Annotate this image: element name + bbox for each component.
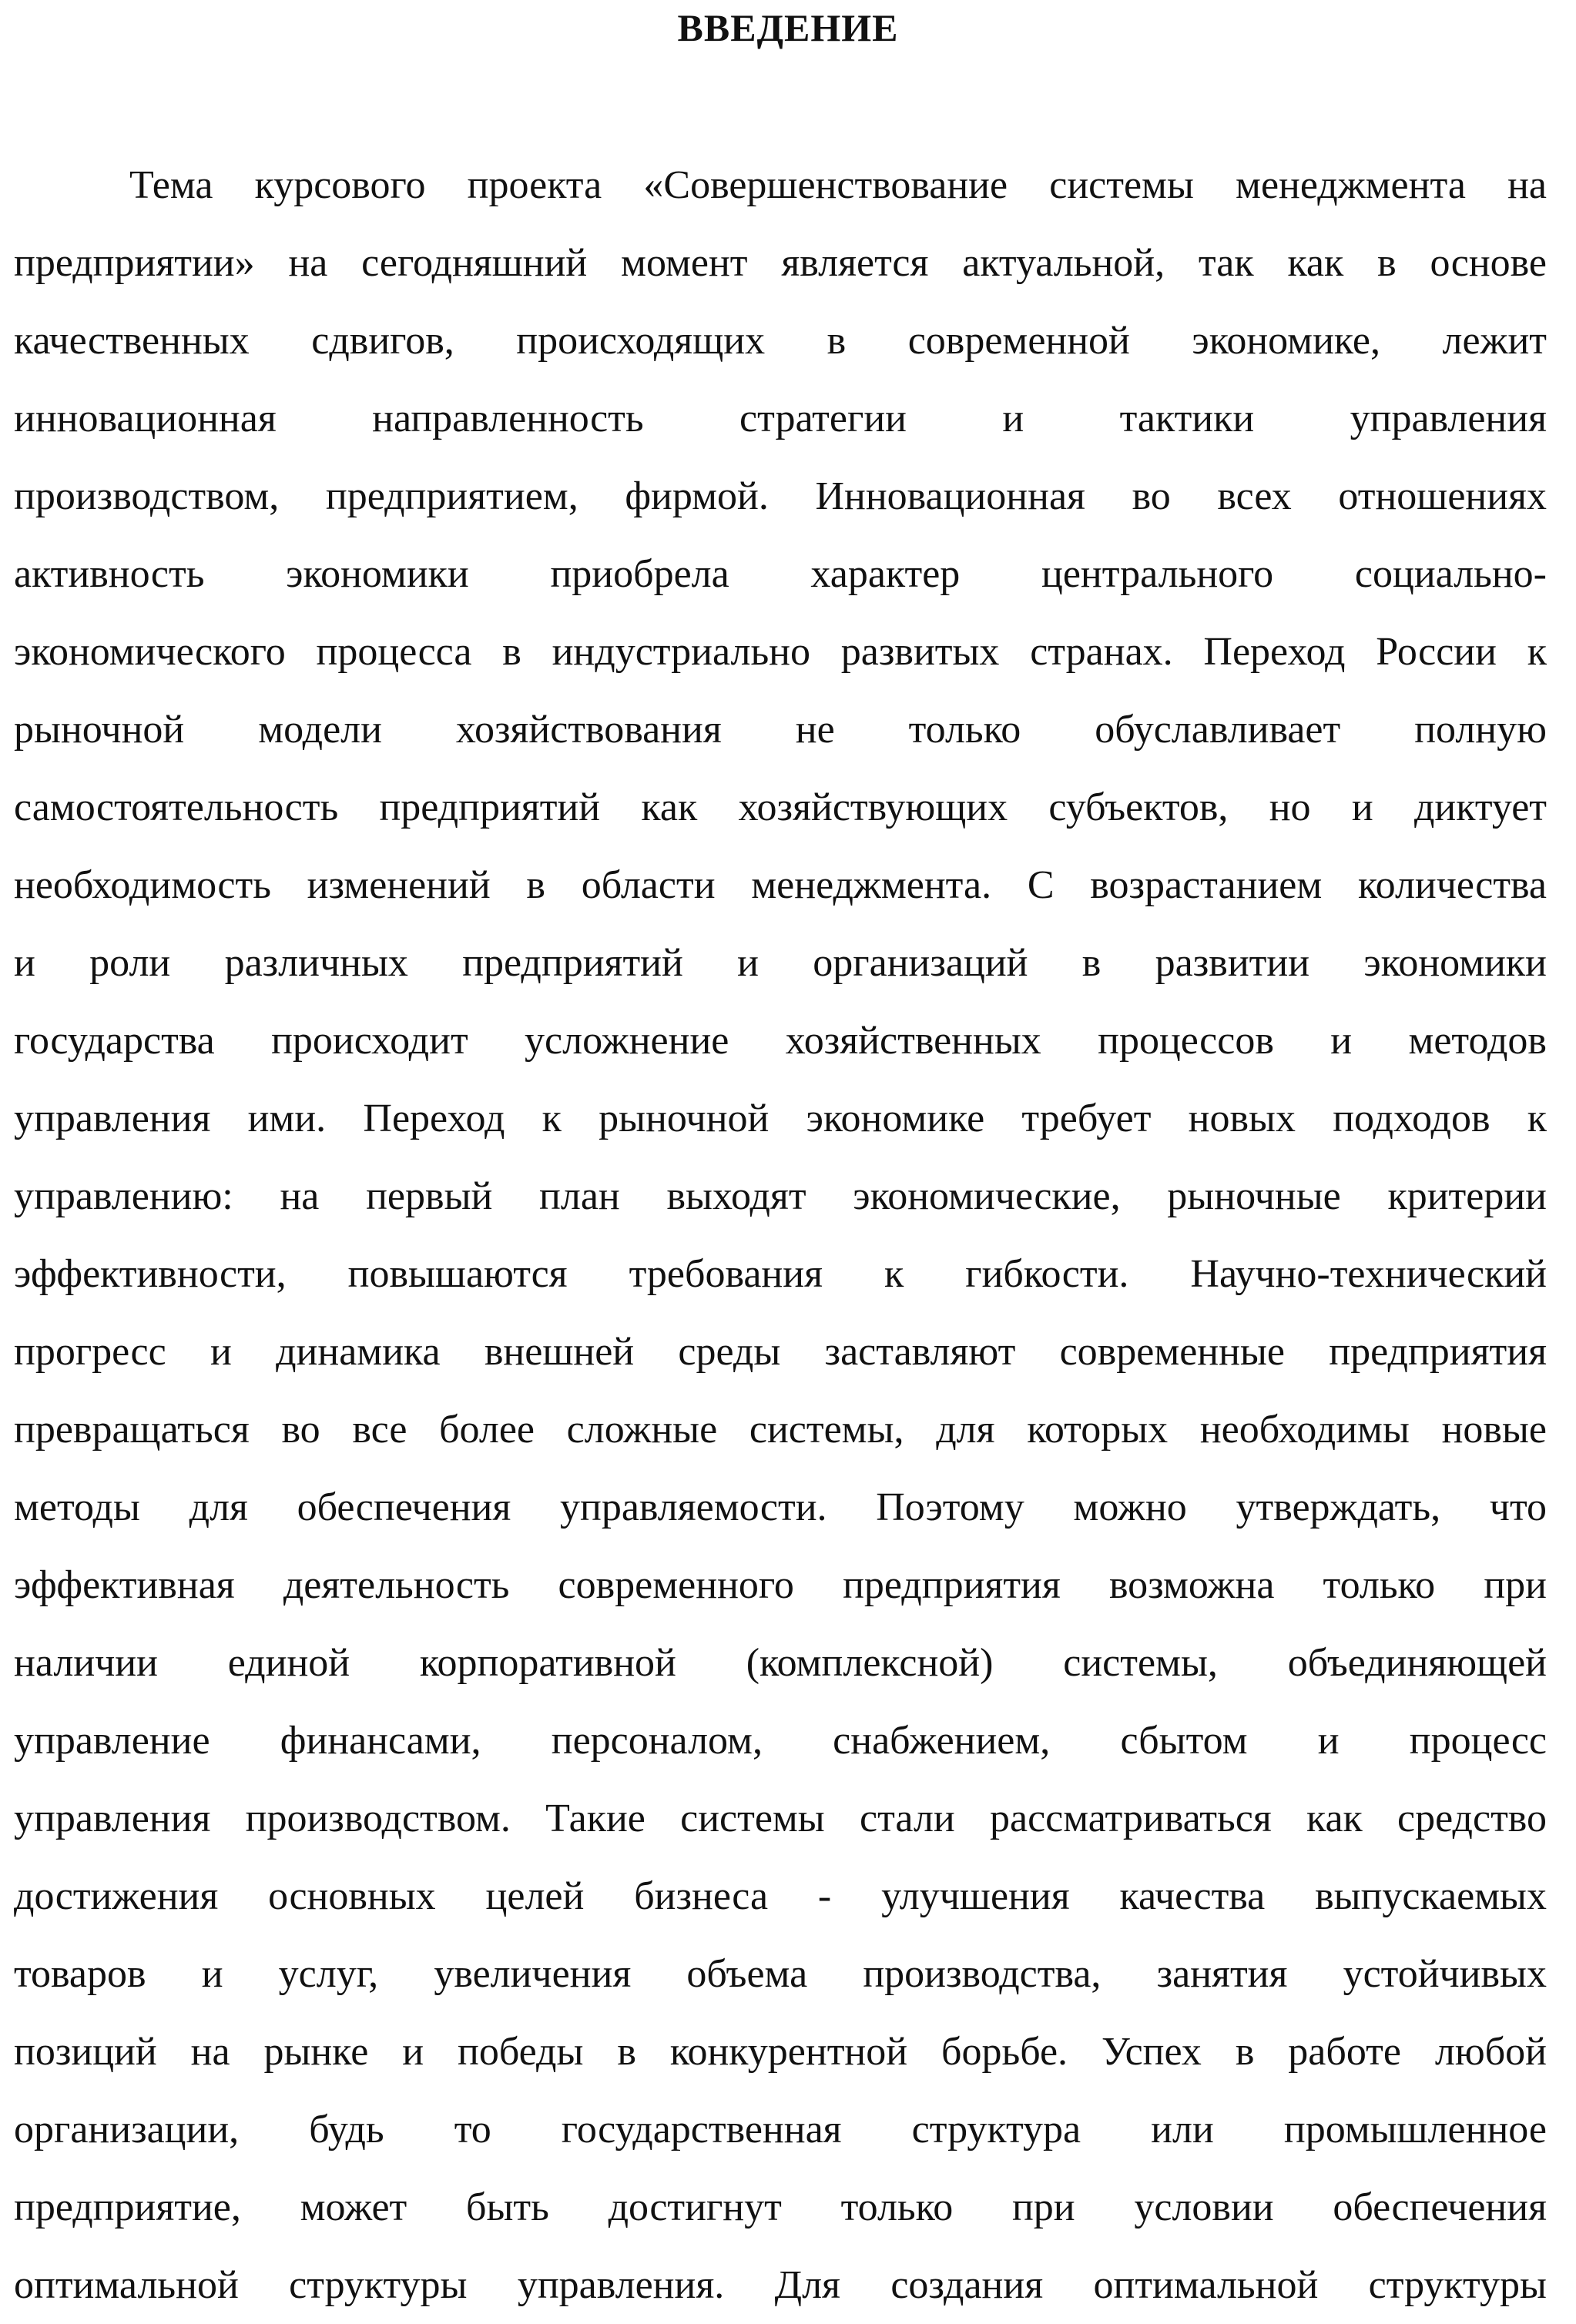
text-line: эффективная деятельность современного предприятия возможна только при: [14, 1563, 1547, 1607]
text-line: наличии единой корпоративной (комплексной) системы, объединяющей: [14, 1641, 1547, 1685]
text-line: самостоятельность предприятий как хозяйствующих субъектов, но и диктует: [14, 785, 1547, 829]
text-line: предприятие, может быть достигнут только при условии обеспечения: [14, 2185, 1547, 2229]
text-line: рыночной модели хозяйствования не только обуславливает полную: [14, 708, 1547, 752]
text-line: инновационная направленность стратегии и тактики управления: [14, 397, 1547, 440]
text-line: прогресс и динамика внешней среды заставляют современные предприятия: [14, 1330, 1547, 1374]
text-line: Тема курсового проекта «Совершенствование системы менеджмента на: [129, 163, 1547, 207]
text-line: оптимальной структуры управления. Для создания оптимальной структуры: [14, 2263, 1547, 2307]
body-paragraph: [14, 146, 1547, 2324]
page-title: ВВЕДЕНИЕ: [677, 6, 899, 49]
text-line: управлению: на первый план выходят экономические, рыночные критерии: [14, 1174, 1547, 1218]
text-line: государства происходит усложнение хозяйственных процессов и методов: [14, 1019, 1547, 1063]
text-line: позиций на рынке и победы в конкурентной борьбе. Успех в работе любой: [14, 2030, 1547, 2074]
text-line: активность экономики приобрела характер центрального социально-: [14, 552, 1547, 596]
text-line: управления производством. Такие системы стали рассматриваться как средство: [14, 1797, 1547, 1840]
text-line: методы для обеспечения управляемости. Поэтому можно утверждать, что: [14, 1485, 1547, 1529]
text-line: превращаться во все более сложные системы, для которых необходимы новые: [14, 1408, 1547, 1452]
text-line: и роли различных предприятий и организаций в развитии экономики: [14, 941, 1547, 985]
text-line: управления ими. Переход к рыночной экономике требует новых подходов к: [14, 1097, 1547, 1140]
text-line: экономического процесса в индустриально развитых странах. Переход России к: [14, 630, 1547, 674]
text-line: достижения основных целей бизнеса - улучшения качества выпускаемых: [14, 1874, 1547, 1918]
text-line: управление финансами, персоналом, снабжением, сбытом и процесс: [14, 1719, 1547, 1763]
text-line: эффективности, повышаются требования к гибкости. Научно-технический: [14, 1252, 1547, 1296]
text-line: предприятии» на сегодняшний момент является актуальной, так как в основе: [14, 241, 1547, 285]
text-line: производством, предприятием, фирмой. Инновационная во всех отношениях: [14, 474, 1547, 518]
text-line: качественных сдвигов, происходящих в современной экономике, лежит: [14, 319, 1547, 363]
text-line: организации, будь то государственная структура или промышленное: [14, 2108, 1547, 2152]
text-line: товаров и услуг, увеличения объема производства, занятия устойчивых: [14, 1952, 1547, 1996]
text-line: необходимость изменений в области менеджмента. С возрастанием количества: [14, 863, 1547, 907]
